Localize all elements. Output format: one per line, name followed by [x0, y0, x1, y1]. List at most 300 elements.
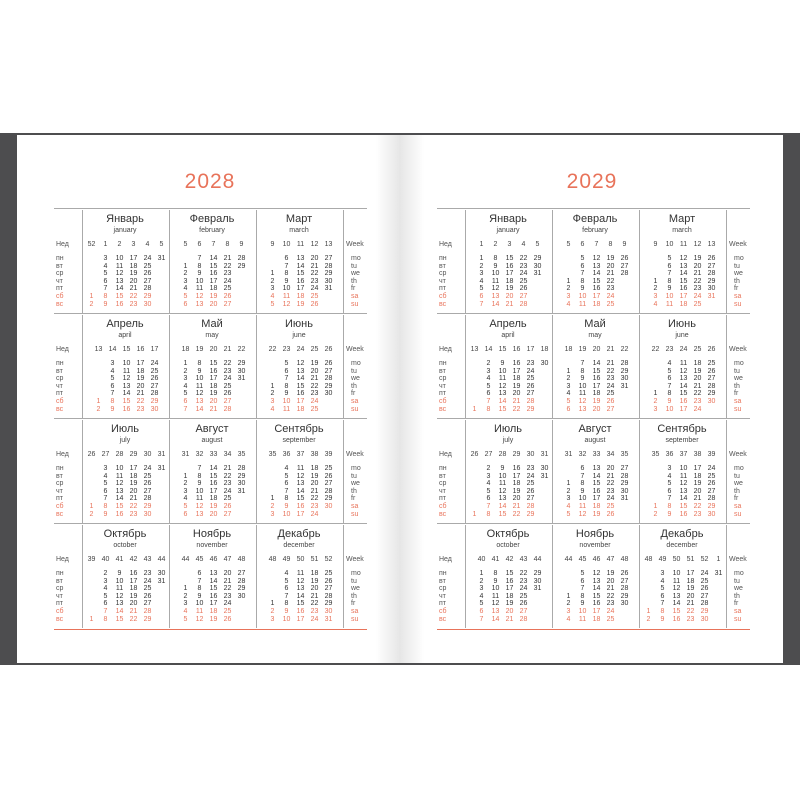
- day-cell: 1: [653, 503, 658, 510]
- week-number: 42: [129, 556, 138, 563]
- day-cell: 11: [195, 608, 204, 615]
- day-cell: 1: [89, 503, 94, 510]
- day-cell: 14: [296, 592, 305, 600]
- day-cell: 27: [143, 600, 152, 608]
- day-cell: 8: [284, 270, 289, 278]
- day-cell: 12: [296, 360, 305, 367]
- day-cell: 29: [526, 510, 535, 518]
- day-cell: 17: [129, 255, 138, 262]
- week-number: 38: [310, 451, 319, 458]
- day-cell: 14: [209, 465, 218, 472]
- weekday-label-en-we: we: [351, 480, 360, 488]
- day-cell: 23: [519, 577, 528, 585]
- week-number: 13: [707, 241, 716, 248]
- day-cell: 21: [129, 495, 138, 503]
- day-cell: 26: [526, 382, 535, 390]
- day-cell: 30: [324, 503, 333, 510]
- weekday-label-su: вс: [439, 510, 447, 518]
- day-cell: 20: [606, 465, 615, 472]
- day-cell: 18: [209, 608, 218, 615]
- day-cell: 2: [479, 262, 484, 270]
- month-name-en-february: february: [199, 227, 225, 234]
- week-number: 2: [493, 241, 498, 248]
- day-cell: 25: [143, 472, 152, 480]
- day-cell: 15: [679, 390, 688, 398]
- day-cell: 5: [566, 398, 571, 405]
- day-cell: 10: [578, 382, 587, 390]
- weekday-label-fr: пт: [56, 390, 63, 398]
- day-cell: 6: [580, 262, 585, 270]
- day-cell: 12: [491, 285, 500, 293]
- weekday-label-en-sa: sa: [734, 608, 742, 615]
- week-number: 38: [693, 451, 702, 458]
- day-cell: 30: [533, 262, 542, 270]
- day-cell: 19: [606, 570, 615, 577]
- column-divider: [256, 525, 257, 628]
- day-cell: 2: [270, 390, 275, 398]
- day-cell: 19: [310, 360, 319, 367]
- day-cell: 12: [578, 510, 587, 518]
- weekday-label-th: чт: [439, 487, 446, 495]
- day-cell: 5: [284, 360, 289, 367]
- weekday-label-mo: пн: [56, 255, 64, 262]
- day-cell: 10: [195, 600, 204, 608]
- weekday-label-en-mo: mo: [351, 255, 361, 262]
- day-cell: 21: [129, 608, 138, 615]
- day-cell: 10: [491, 585, 500, 593]
- day-cell: 7: [284, 592, 289, 600]
- day-cell: 2: [486, 465, 491, 472]
- weekday-label-sa: сб: [56, 608, 64, 615]
- day-cell: 16: [209, 592, 218, 600]
- day-cell: 4: [566, 300, 571, 308]
- weekday-label-en-sa: sa: [351, 608, 359, 615]
- day-cell: 23: [526, 465, 535, 472]
- week-number: 30: [526, 451, 535, 458]
- day-cell: 30: [707, 398, 716, 405]
- weekday-label-th: чт: [56, 277, 63, 285]
- day-cell: 9: [500, 465, 505, 472]
- day-cell: 28: [237, 465, 246, 472]
- day-cell: 7: [486, 503, 491, 510]
- day-cell: 11: [672, 577, 681, 585]
- week-number: 29: [129, 451, 138, 458]
- weekday-label-en-su: su: [734, 510, 742, 518]
- day-cell: 23: [606, 375, 615, 383]
- day-cell: 20: [136, 382, 145, 390]
- day-cell: 26: [606, 510, 615, 518]
- day-cell: 7: [197, 465, 202, 472]
- day-cell: 30: [143, 300, 152, 308]
- day-cell: 26: [620, 570, 629, 577]
- week-number: 49: [658, 556, 667, 563]
- day-cell: 5: [660, 585, 665, 593]
- day-cell: 6: [566, 405, 571, 413]
- day-cell: 18: [129, 262, 138, 270]
- weekday-label-tu: вт: [56, 262, 63, 270]
- day-cell: 4: [103, 585, 108, 593]
- week-number: 19: [195, 346, 204, 353]
- day-cell: 29: [324, 382, 333, 390]
- day-cell: 26: [620, 255, 629, 262]
- weekday-label-en-sa: sa: [734, 398, 742, 405]
- column-divider: [256, 315, 257, 418]
- day-cell: 17: [209, 600, 218, 608]
- week-number: 44: [564, 556, 573, 563]
- day-cell: 7: [486, 398, 491, 405]
- day-cell: 26: [150, 375, 159, 383]
- day-cell: 26: [707, 367, 716, 375]
- week-number: 35: [620, 451, 629, 458]
- page-gutter: [376, 135, 424, 663]
- month-name-march: Март: [285, 213, 313, 225]
- day-cell: 2: [183, 270, 188, 278]
- day-cell: 29: [237, 472, 246, 480]
- day-cell: 17: [296, 285, 305, 293]
- weekday-label-sa: сб: [439, 293, 447, 300]
- day-cell: 3: [270, 615, 275, 623]
- day-cell: 17: [693, 465, 702, 472]
- day-cell: 19: [129, 270, 138, 278]
- day-cell: 24: [606, 293, 615, 300]
- day-cell: 13: [592, 262, 601, 270]
- day-cell: 2: [566, 375, 571, 383]
- day-cell: 13: [679, 375, 688, 383]
- day-cell: 23: [223, 367, 232, 375]
- week-number: 16: [136, 346, 145, 353]
- day-cell: 6: [183, 300, 188, 308]
- month-name-en-october: october: [113, 542, 137, 549]
- day-cell: 28: [620, 585, 629, 593]
- day-cell: 8: [103, 503, 108, 510]
- day-cell: 25: [324, 570, 333, 577]
- day-cell: 23: [693, 285, 702, 293]
- day-cell: 11: [115, 262, 124, 270]
- month-name-en-december: december: [666, 542, 698, 549]
- month-name-september: Сентябрь: [274, 423, 324, 435]
- day-cell: 19: [209, 615, 218, 623]
- week-number: 15: [498, 346, 507, 353]
- day-cell: 10: [282, 615, 291, 623]
- day-cell: 1: [89, 615, 94, 623]
- weekday-label-en-th: th: [734, 592, 740, 600]
- week-number: 26: [324, 346, 333, 353]
- week-number: 34: [606, 451, 615, 458]
- day-cell: 14: [209, 577, 218, 585]
- day-cell: 23: [310, 390, 319, 398]
- weekday-label-en-tu: tu: [734, 472, 740, 480]
- weekday-label-en-we: we: [351, 375, 360, 383]
- day-cell: 13: [679, 262, 688, 270]
- day-cell: 27: [237, 570, 246, 577]
- week-number: 9: [270, 241, 275, 248]
- week-number: 42: [505, 556, 514, 563]
- day-cell: 20: [505, 608, 514, 615]
- day-cell: 10: [578, 608, 587, 615]
- day-cell: 14: [296, 262, 305, 270]
- day-cell: 14: [592, 360, 601, 367]
- day-cell: 10: [115, 465, 124, 472]
- week-number: 5: [566, 241, 571, 248]
- day-cell: 17: [592, 608, 601, 615]
- week-number: 14: [484, 346, 493, 353]
- day-cell: 24: [310, 398, 319, 405]
- column-divider: [169, 210, 170, 313]
- day-cell: 29: [237, 585, 246, 593]
- day-cell: 1: [270, 495, 275, 503]
- day-cell: 3: [653, 405, 658, 413]
- weekday-label-en-mo: mo: [734, 465, 744, 472]
- day-cell: 8: [493, 255, 498, 262]
- week-number: 7: [211, 241, 216, 248]
- day-cell: 2: [89, 510, 94, 518]
- day-cell: 13: [209, 570, 218, 577]
- day-cell: 15: [296, 270, 305, 278]
- day-cell: 16: [679, 285, 688, 293]
- day-cell: 13: [578, 405, 587, 413]
- week-number: 14: [108, 346, 117, 353]
- day-cell: 13: [491, 293, 500, 300]
- day-cell: 3: [103, 255, 108, 262]
- column-divider: [726, 210, 727, 313]
- week-number: 36: [665, 451, 674, 458]
- week-number: 31: [540, 451, 549, 458]
- day-cell: 17: [296, 398, 305, 405]
- day-cell: 18: [592, 300, 601, 308]
- day-cell: 22: [136, 398, 145, 405]
- day-cell: 4: [110, 367, 115, 375]
- day-cell: 24: [310, 510, 319, 518]
- day-cell: 15: [122, 398, 131, 405]
- day-cell: 4: [566, 615, 571, 623]
- week-number: 21: [223, 346, 232, 353]
- day-cell: 18: [129, 585, 138, 593]
- day-cell: 14: [679, 382, 688, 390]
- week-number: 46: [209, 556, 218, 563]
- day-cell: 21: [129, 285, 138, 293]
- day-cell: 18: [592, 503, 601, 510]
- day-cell: 19: [505, 600, 514, 608]
- month-name-june: Июнь: [668, 318, 696, 330]
- day-cell: 6: [667, 262, 672, 270]
- week-number: 25: [310, 346, 319, 353]
- week-number: 18: [181, 346, 190, 353]
- day-cell: 30: [143, 510, 152, 518]
- week-number: 26: [470, 451, 479, 458]
- day-cell: 22: [310, 270, 319, 278]
- day-cell: 9: [197, 270, 202, 278]
- day-cell: 24: [223, 487, 232, 495]
- day-cell: 6: [284, 480, 289, 488]
- day-cell: 5: [284, 472, 289, 480]
- day-cell: 3: [183, 600, 188, 608]
- day-cell: 14: [115, 495, 124, 503]
- day-cell: 5: [479, 285, 484, 293]
- week-number: 37: [679, 451, 688, 458]
- day-cell: 17: [296, 510, 305, 518]
- day-cell: 13: [296, 367, 305, 375]
- month-name-en-march: march: [289, 227, 309, 234]
- month-name-en-may: may: [205, 332, 219, 339]
- month-name-april: Апрель: [106, 318, 144, 330]
- week-number: 20: [209, 346, 218, 353]
- day-cell: 15: [209, 585, 218, 593]
- day-cell: 29: [150, 398, 159, 405]
- day-cell: 9: [667, 285, 672, 293]
- day-cell: 7: [197, 255, 202, 262]
- day-cell: 16: [296, 608, 305, 615]
- day-cell: 14: [115, 285, 124, 293]
- week-number: 33: [209, 451, 218, 458]
- day-cell: 14: [498, 398, 507, 405]
- day-cell: 14: [592, 585, 601, 593]
- day-cell: 12: [296, 472, 305, 480]
- day-cell: 21: [505, 615, 514, 623]
- column-divider: [169, 525, 170, 628]
- day-cell: 28: [519, 615, 528, 623]
- weekday-label-sa: сб: [439, 398, 447, 405]
- day-cell: 16: [679, 510, 688, 518]
- day-cell: 16: [512, 465, 521, 472]
- day-cell: 26: [223, 390, 232, 398]
- weekday-label-en-we: we: [734, 375, 743, 383]
- week-number: 45: [195, 556, 204, 563]
- day-cell: 18: [592, 615, 601, 623]
- day-cell: 28: [700, 600, 709, 608]
- day-cell: 1: [89, 293, 94, 300]
- day-cell: 19: [686, 585, 695, 593]
- weekday-label-en-sa: sa: [351, 398, 359, 405]
- week-number: 27: [484, 451, 493, 458]
- day-cell: 5: [103, 592, 108, 600]
- weekday-label-en-fr: fr: [351, 495, 356, 503]
- day-cell: 1: [183, 262, 188, 270]
- day-cell: 15: [498, 405, 507, 413]
- day-cell: 13: [296, 480, 305, 488]
- week-number: 27: [101, 451, 110, 458]
- day-cell: 12: [592, 570, 601, 577]
- day-cell: 11: [679, 472, 688, 480]
- week-number: 40: [101, 556, 110, 563]
- weekday-label-we: ср: [56, 270, 64, 278]
- weekday-label-en-tu: tu: [351, 262, 357, 270]
- day-cell: 27: [143, 487, 152, 495]
- day-cell: 30: [620, 375, 629, 383]
- day-cell: 18: [209, 495, 218, 503]
- day-cell: 10: [282, 510, 291, 518]
- day-cell: 31: [620, 495, 629, 503]
- day-cell: 17: [129, 577, 138, 585]
- day-cell: 15: [592, 480, 601, 488]
- day-cell: 15: [296, 600, 305, 608]
- day-cell: 10: [498, 472, 507, 480]
- weekday-label-en-we: we: [351, 270, 360, 278]
- day-cell: 10: [115, 255, 124, 262]
- day-cell: 5: [479, 600, 484, 608]
- day-cell: 10: [282, 398, 291, 405]
- day-cell: 9: [197, 367, 202, 375]
- day-cell: 28: [237, 577, 246, 585]
- day-cell: 1: [566, 277, 571, 285]
- day-cell: 1: [472, 510, 477, 518]
- day-cell: 27: [223, 510, 232, 518]
- day-cell: 5: [667, 480, 672, 488]
- day-cell: 15: [679, 503, 688, 510]
- day-cell: 4: [270, 293, 275, 300]
- day-cell: 5: [183, 615, 188, 623]
- day-cell: 30: [707, 285, 716, 293]
- day-cell: 25: [526, 375, 535, 383]
- day-cell: 16: [679, 398, 688, 405]
- week-label-ru: Нед: [439, 346, 452, 353]
- column-divider: [256, 210, 257, 313]
- day-cell: 5: [103, 480, 108, 488]
- weekday-label-mo: пн: [439, 570, 447, 577]
- day-cell: 26: [519, 285, 528, 293]
- day-cell: 2: [270, 608, 275, 615]
- day-cell: 29: [707, 390, 716, 398]
- weekday-label-sa: сб: [56, 293, 64, 300]
- day-cell: 10: [195, 277, 204, 285]
- day-cell: 20: [209, 398, 218, 405]
- day-cell: 31: [533, 270, 542, 278]
- day-cell: 13: [498, 390, 507, 398]
- day-cell: 14: [491, 300, 500, 308]
- day-cell: 23: [526, 360, 535, 367]
- week-number: 31: [157, 451, 166, 458]
- column-divider: [639, 525, 640, 628]
- day-cell: 14: [679, 270, 688, 278]
- day-cell: 8: [284, 382, 289, 390]
- day-cell: 23: [136, 405, 145, 413]
- day-cell: 22: [223, 472, 232, 480]
- day-cell: 2: [479, 577, 484, 585]
- day-cell: 3: [660, 570, 665, 577]
- day-cell: 29: [707, 277, 716, 285]
- day-cell: 1: [653, 390, 658, 398]
- column-divider: [169, 420, 170, 523]
- column-divider: [726, 315, 727, 418]
- weekday-label-tu: вт: [439, 367, 446, 375]
- day-cell: 20: [686, 592, 695, 600]
- day-cell: 31: [157, 255, 166, 262]
- day-cell: 30: [620, 600, 629, 608]
- day-cell: 25: [700, 577, 709, 585]
- day-cell: 15: [672, 608, 681, 615]
- day-cell: 7: [197, 577, 202, 585]
- day-cell: 16: [672, 615, 681, 623]
- day-cell: 26: [700, 585, 709, 593]
- day-cell: 21: [505, 300, 514, 308]
- day-cell: 5: [580, 255, 585, 262]
- day-cell: 29: [707, 503, 716, 510]
- day-cell: 21: [512, 503, 521, 510]
- day-cell: 2: [89, 300, 94, 308]
- weekday-label-th: чт: [439, 382, 446, 390]
- day-cell: 8: [197, 262, 202, 270]
- day-cell: 15: [209, 472, 218, 480]
- day-cell: 26: [223, 293, 232, 300]
- day-cell: 21: [223, 465, 232, 472]
- day-cell: 18: [296, 293, 305, 300]
- quarter-row: [437, 523, 750, 628]
- day-cell: 11: [282, 293, 291, 300]
- day-cell: 9: [197, 480, 202, 488]
- month-name-en-july: july: [502, 437, 514, 444]
- day-cell: 20: [310, 255, 319, 262]
- day-cell: 26: [143, 270, 152, 278]
- day-cell: 6: [183, 398, 188, 405]
